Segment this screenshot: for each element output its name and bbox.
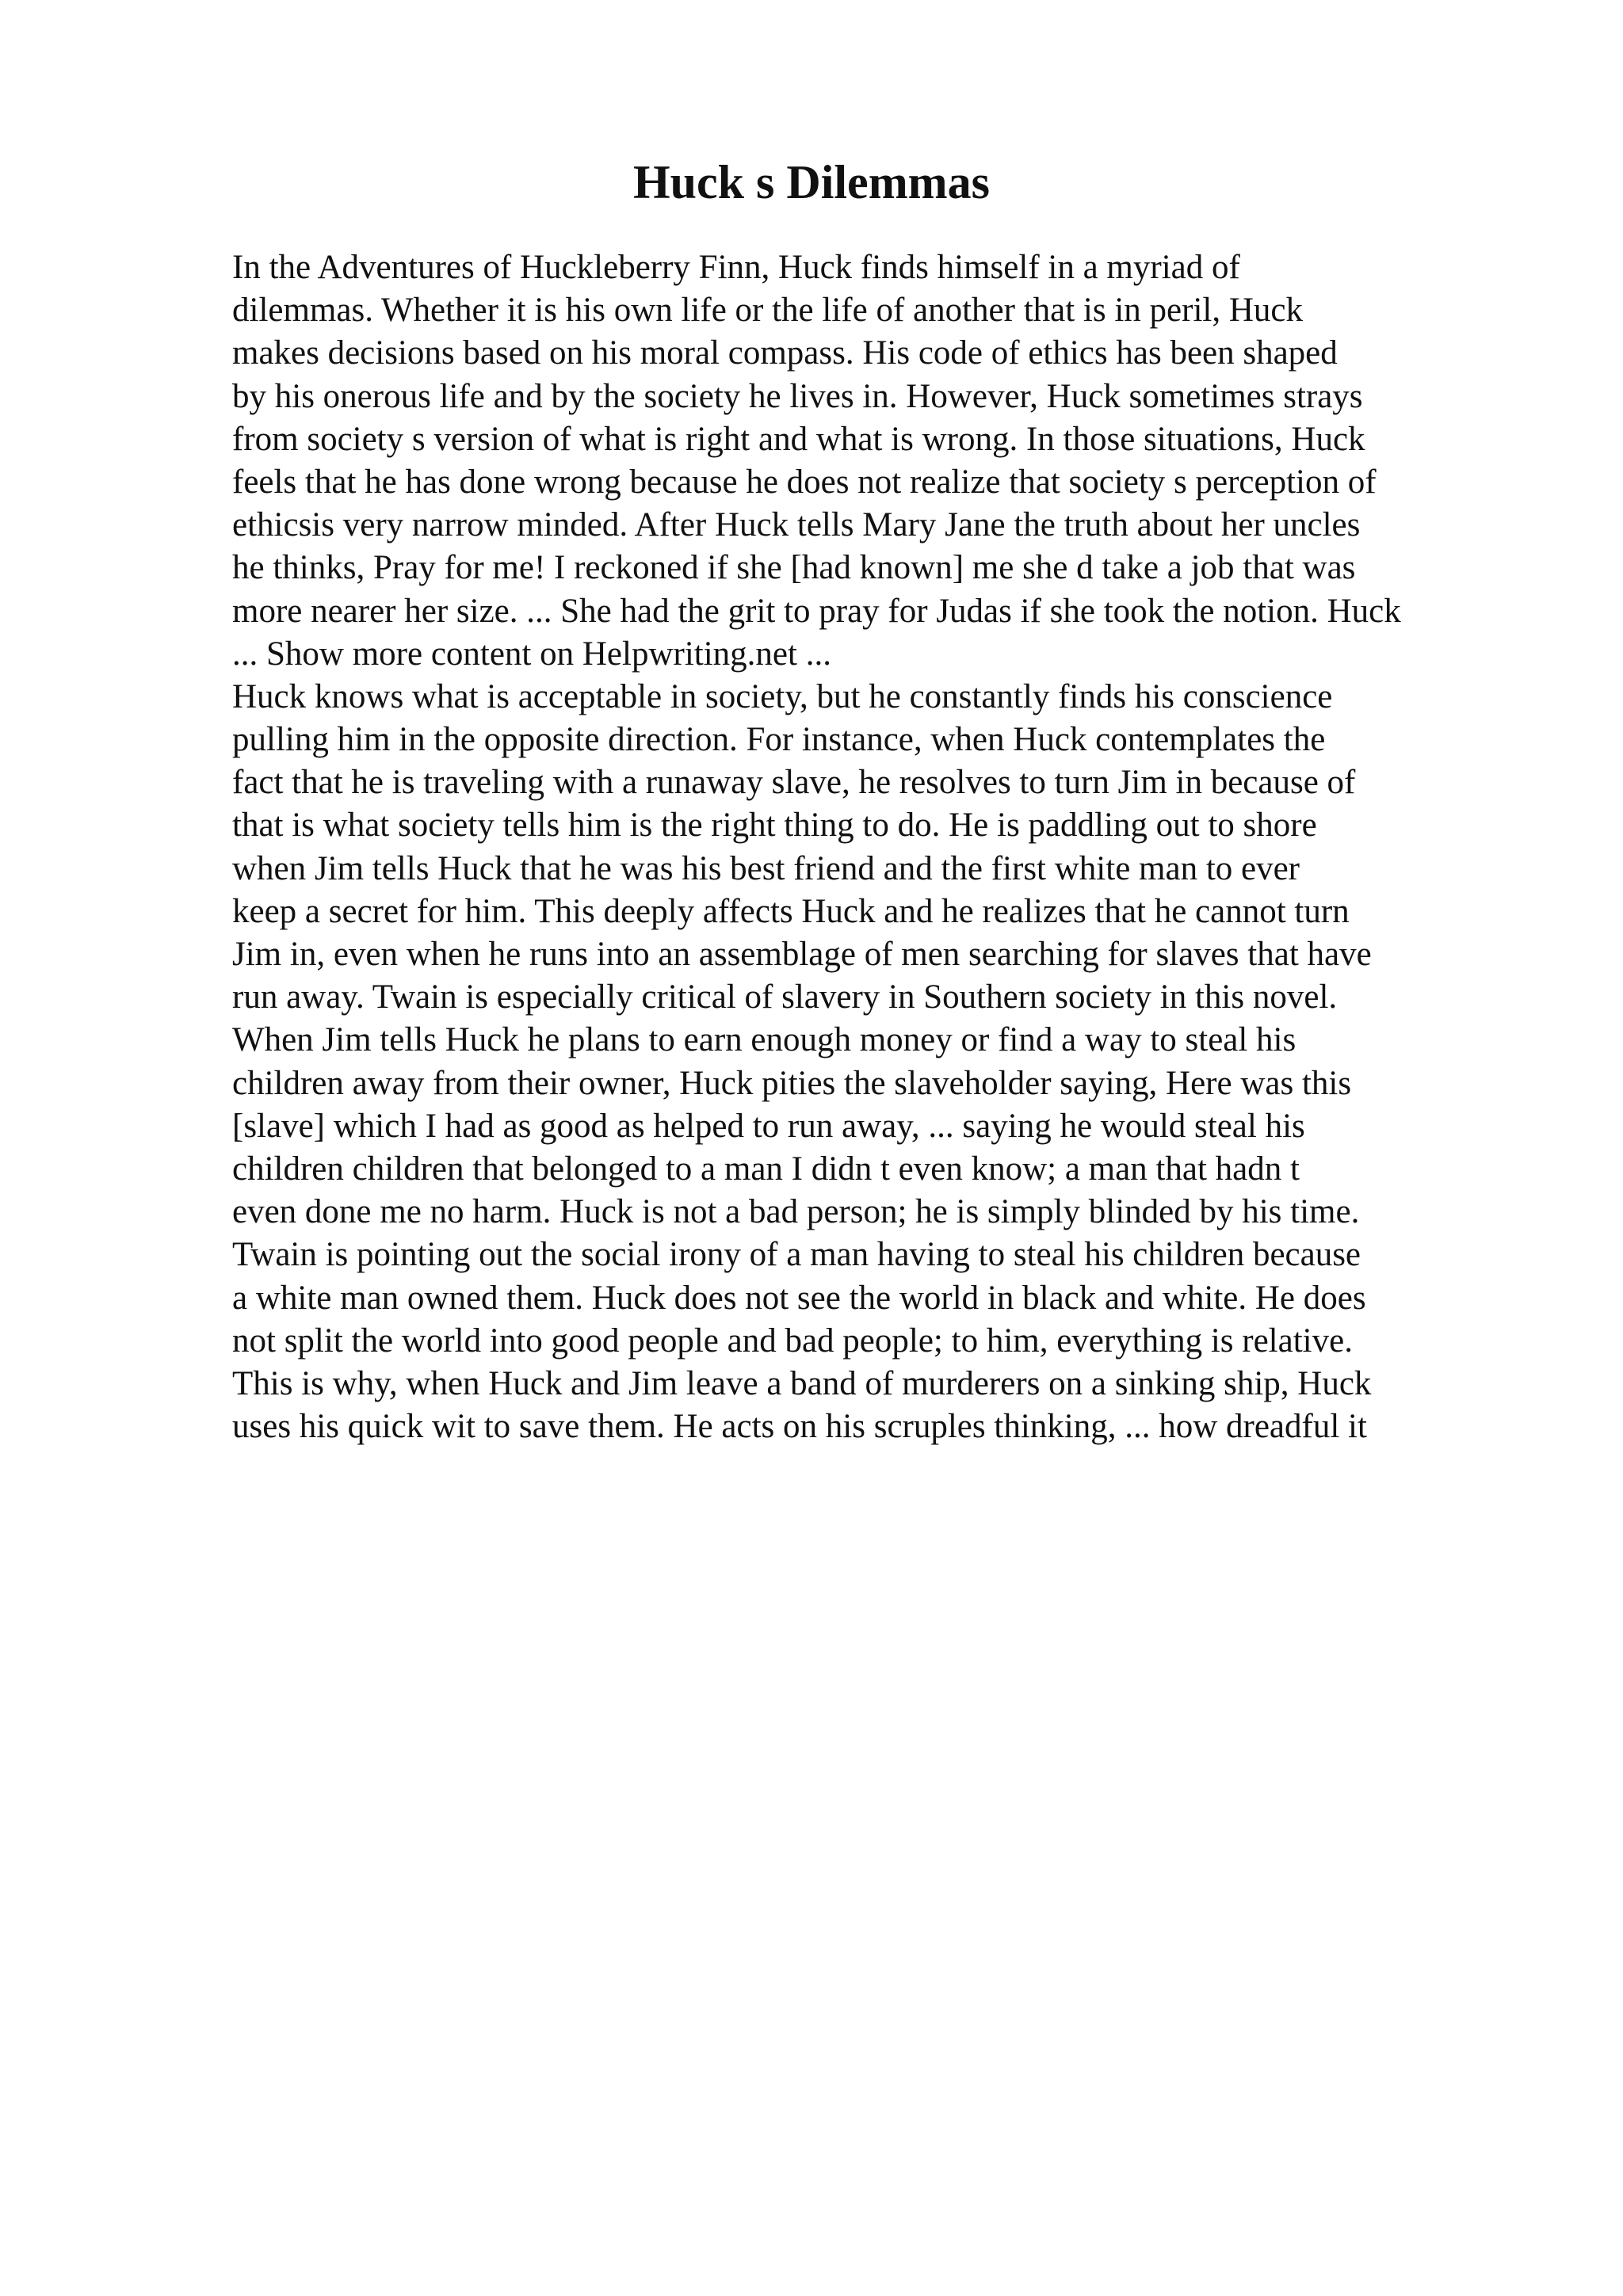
- body-line: When Jim tells Huck he plans to earn enough money or find a way to steal his: [232, 1021, 1296, 1059]
- body-line: he thinks, Pray for me! I reckoned if she [had known] me she d take a job that was: [232, 549, 1356, 587]
- body-line: In the Adventures of Huckleberry Finn, Huck finds himself in a myriad of: [232, 249, 1240, 286]
- body-line: children children that belonged to a man I didn t even know; a man that hadn t: [232, 1150, 1300, 1188]
- body-line: [slave] which I had as good as helped to run away, ... saying he would steal his: [232, 1107, 1305, 1145]
- body-line: that is what society tells him is the right thing to do. He is paddling out to shore: [232, 807, 1317, 845]
- body-line: uses his quick wit to save them. He acts on his scruples thinking, ... how dreadful it: [232, 1408, 1367, 1446]
- body-line: ethicsis very narrow minded. After Huck tells Mary Jane the truth about her uncles: [232, 506, 1361, 544]
- body-line: makes decisions based on his moral compass. His code of ethics has been shaped: [232, 334, 1338, 372]
- body-line: children away from their owner, Huck pities the slaveholder saying, Here was this: [232, 1064, 1352, 1102]
- body-line: Twain is pointing out the social irony of a man having to steal his children because: [232, 1236, 1361, 1274]
- body-line: more nearer her size. ... She had the grit to pray for Judas if she took the notion. Huck: [232, 592, 1401, 630]
- body-line: keep a secret for him. This deeply affects Huck and he realizes that he cannot turn: [232, 892, 1350, 930]
- body-line: by his onerous life and by the society he lives in. However, Huck sometimes strays: [232, 377, 1363, 415]
- body-line: pulling him in the opposite direction. For instance, when Huck contemplates the: [232, 721, 1326, 759]
- body-line: feels that he has done wrong because he does not realize that society s perception of: [232, 463, 1377, 501]
- body-line: from society s version of what is right and what is wrong. In those situations, Huck: [232, 420, 1365, 458]
- show-more-line: ... Show more content on Helpwriting.net ...: [232, 635, 831, 673]
- body-line: run away. Twain is especially critical of slavery in Southern society in this novel.: [232, 978, 1338, 1016]
- document-title: Huck s Dilemmas: [633, 156, 990, 208]
- body-line: when Jim tells Huck that he was his best friend and the first white man to ever: [232, 849, 1300, 887]
- body-line: dilemmas. Whether it is his own life or the life of another that is in peril, Huck: [232, 292, 1303, 330]
- body-line: fact that he is traveling with a runaway slave, he resolves to turn Jim in because of: [232, 764, 1356, 802]
- body-line: Jim in, even when he runs into an assemblage of men searching for slaves that have: [232, 936, 1372, 973]
- body-line: a white man owned them. Huck does not see the world in black and white. He does: [232, 1279, 1366, 1317]
- body-line: Huck knows what is acceptable in society, but he constantly finds his conscience: [232, 677, 1333, 715]
- document-body: [232, 246, 1595, 1448]
- body-line: This is why, when Huck and Jim leave a band of murderers on a sinking ship, Huck: [232, 1364, 1372, 1402]
- body-line: not split the world into good people and bad people; to him, everything is relative.: [232, 1322, 1353, 1360]
- body-line: even done me no harm. Huck is not a bad person; he is simply blinded by his time.: [232, 1193, 1360, 1231]
